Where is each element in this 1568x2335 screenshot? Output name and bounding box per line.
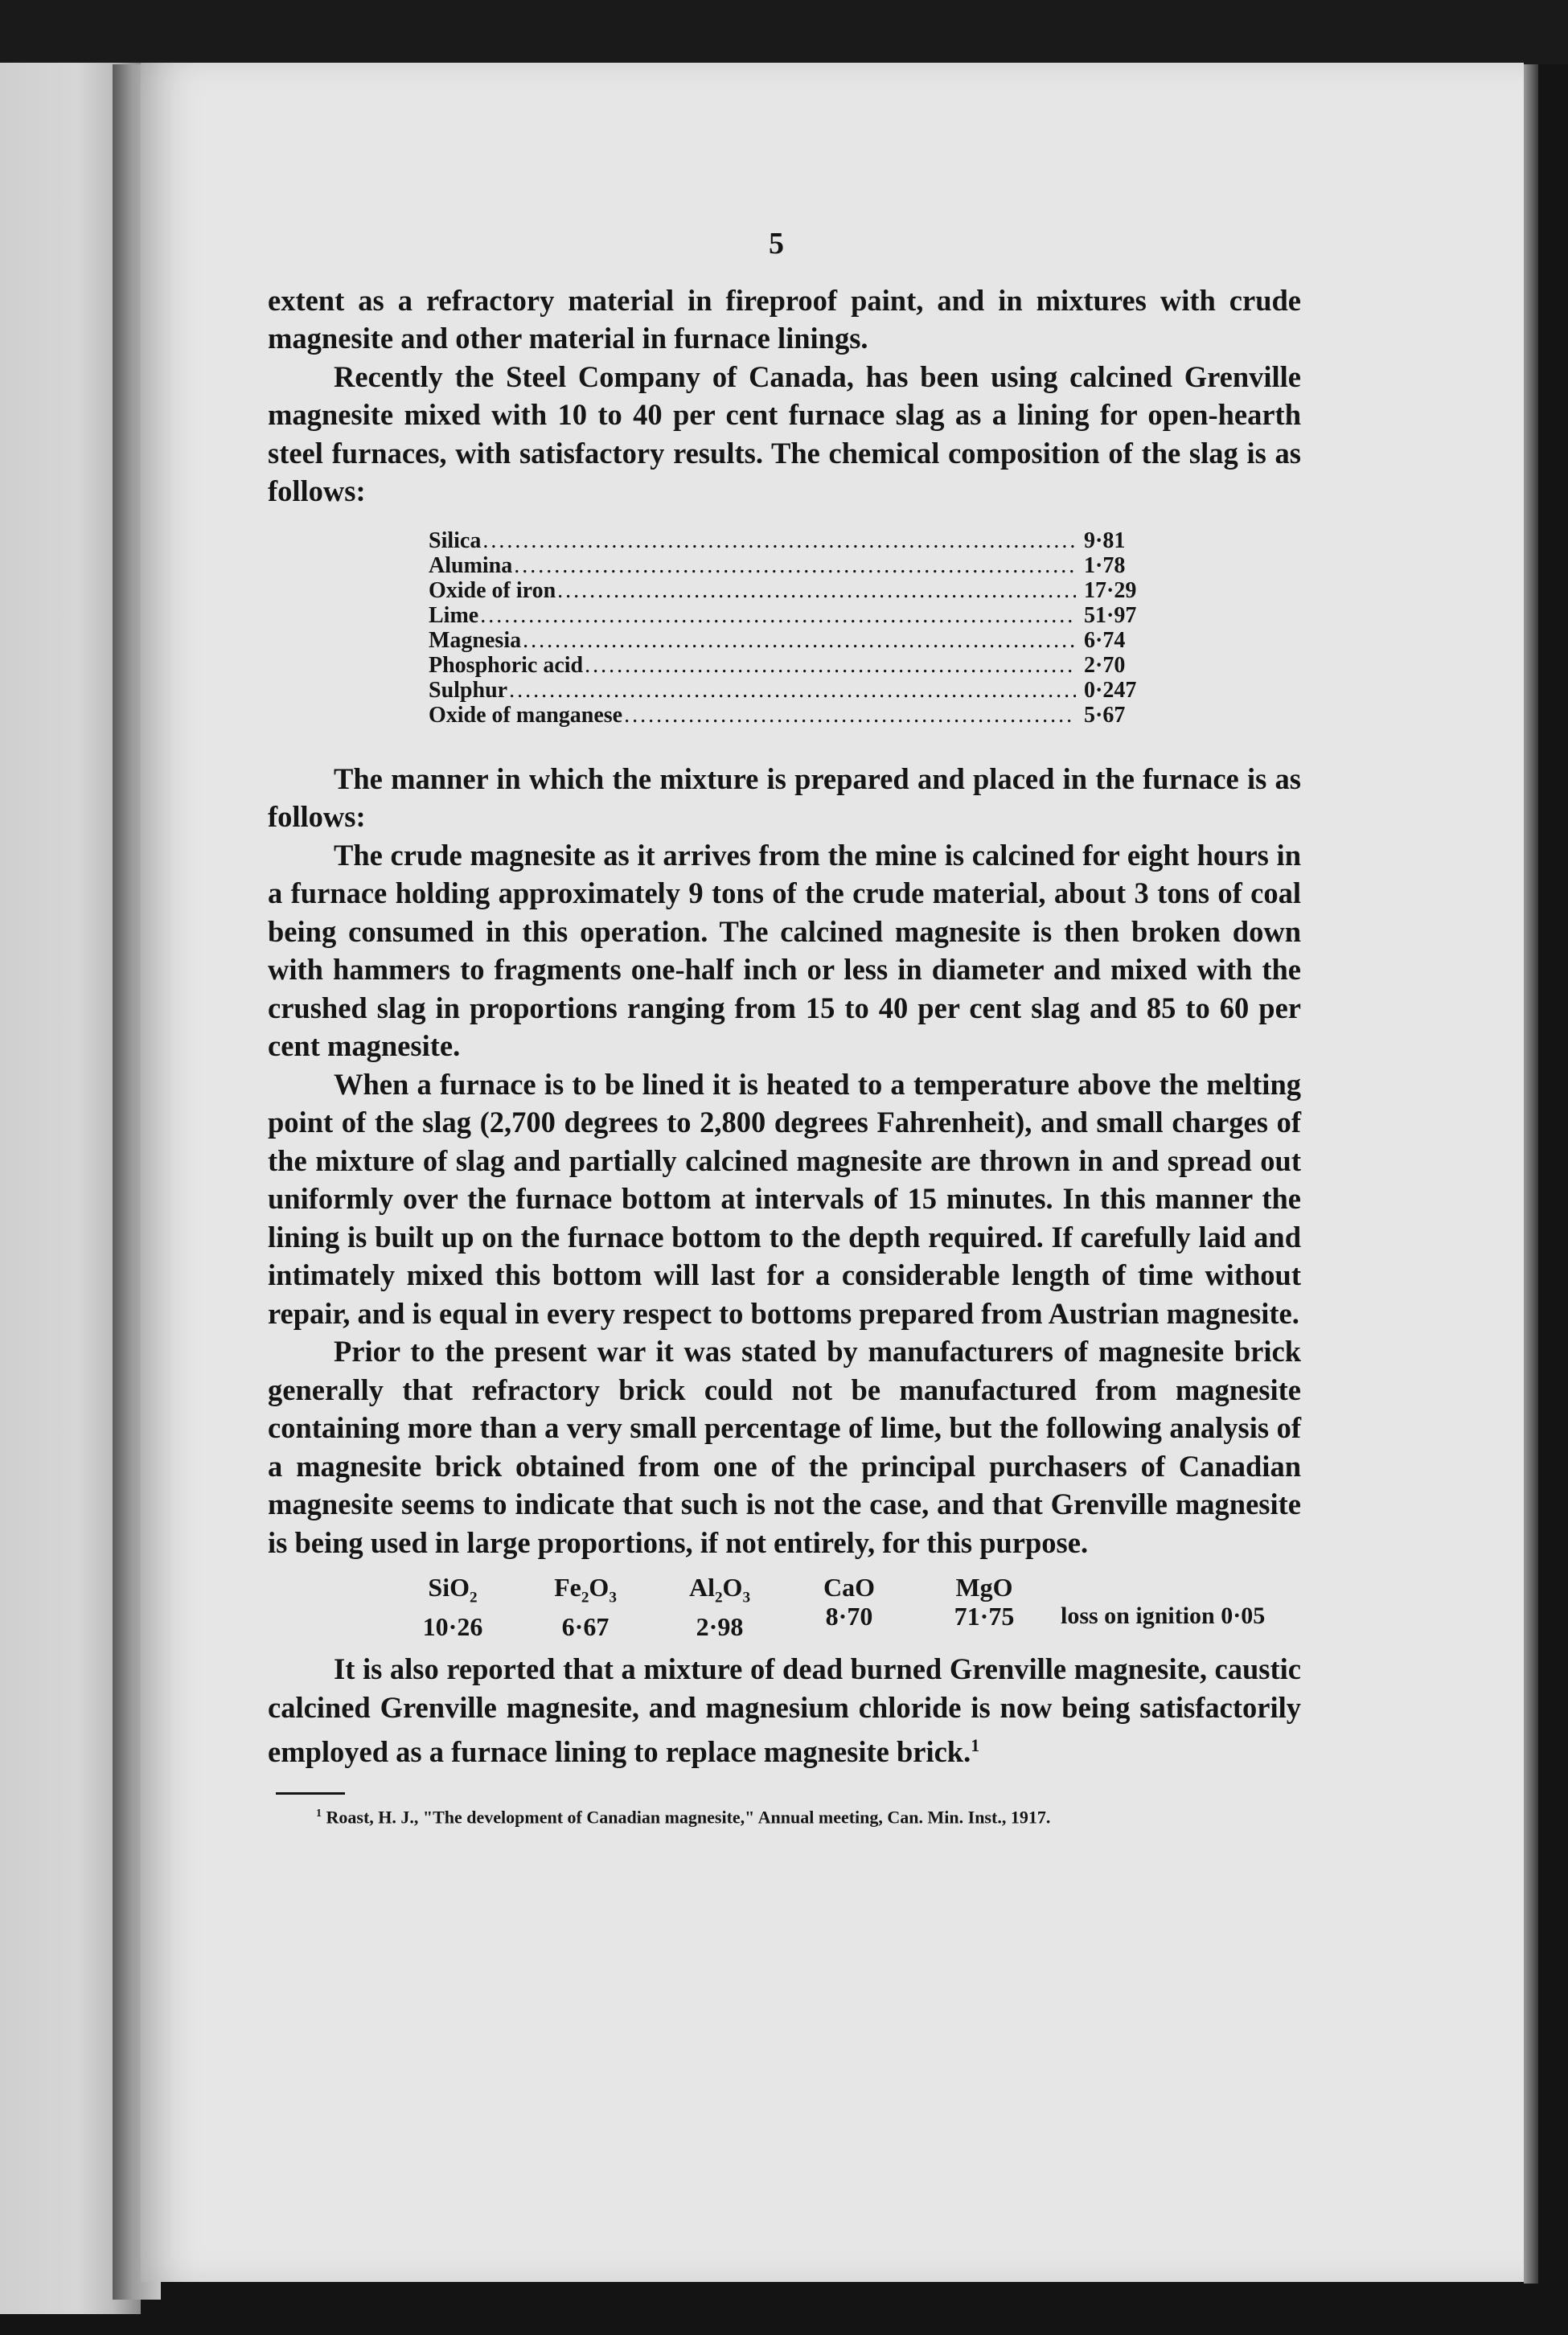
leader-dots	[509, 678, 1076, 703]
row-value: 1·78	[1084, 552, 1126, 578]
paragraph-6: Prior to the present war it was stated by manufacturers of magnesite brick generally that refractory brick could not be manufactured from magnesite containing more than a very small percentage of lime, but the following analysis of a magnesite brick obtained from one of the principal purchasers of Canadian magnesite seems to indicate that such is not the case, and that Grenville magnesite is being used in large proportions, if not entirely, for this purpose.	[268, 1335, 1301, 1559]
paragraph-5: When a furnace is to be lined it is heated to a temperature above the melting point of the slag (2,700 degrees to 2,800 degrees Fahrenheit), and small charges of the mixture of slag and partially calcined magnesite are thrown in and spread out uniformly over the furnace bottom at intervals of 15 minutes. In this manner the lining is built up on the furnace bottom to the depth required. If carefully laid and intimately mixed this bottom will last for a considerable length of time without repair, and is equal in every respect to bottoms prepared from Austrian magnesite.	[268, 1067, 1301, 1330]
table-row	[429, 628, 1152, 653]
paragraph-2: Recently the Steel Company of Canada, has been using calcined Grenville magnesite mixed with 10 to 40 per cent furnace slag as a lining for open-hearth steel furnaces, with satisfactory results. The chemical composition of the slag is as follows:	[268, 359, 1301, 507]
leader-dots	[585, 653, 1076, 678]
brick-analysis	[268, 1573, 1301, 1642]
table-row	[429, 553, 1152, 578]
formula: $Al_2O_3$	[688, 1573, 751, 1607]
footnote-rule	[276, 1792, 345, 1795]
analysis-value: 8·70	[825, 1602, 873, 1631]
footnote-reference: 1	[971, 1735, 980, 1755]
analysis-value: 6·67	[561, 1612, 610, 1642]
slag-composition-table	[429, 528, 1152, 728]
leader-dots	[523, 628, 1076, 653]
row-value: 6·74	[1084, 627, 1126, 653]
leader-dots	[557, 578, 1076, 603]
paragraph-4: The crude magnesite as it arrives from the mine is calcined for eight hours in a furnace holding approximately 9 tons of the crude material, about 3 tons of coal being consumed in this operation. The calcined magnesite is then broken down with hammers to fragments one-half inch or less in diameter and mixed with the crushed slag in proportions ranging from 15 to 40 per cent slag and 85 to 60 per cent magnesite.	[268, 838, 1301, 1062]
analysis-column-fe2o3	[533, 1573, 638, 1641]
footnote	[268, 1803, 1301, 1828]
analysis-column-mgo	[932, 1573, 1036, 1631]
analysis-column-sio2	[400, 1573, 505, 1641]
row-value: 9·81	[1084, 527, 1126, 553]
leader-dots	[514, 553, 1076, 578]
table-row	[429, 578, 1152, 603]
table-row	[429, 653, 1152, 678]
row-value: 0·247	[1084, 677, 1137, 703]
loss-on-ignition: loss on ignition 0·05	[1061, 1602, 1266, 1629]
formula: CaO	[823, 1573, 875, 1602]
row-label: Alumina	[429, 552, 513, 578]
paragraph-7: It is also reported that a mixture of dead burned Grenville magnesite, caustic calcined Grenville magnesite, and magnesium chloride is now being satisfactorily employed as a furnace lining to replace magnesite brick.$^1$	[268, 1652, 1301, 1769]
row-label: Oxide of iron	[429, 577, 556, 603]
table-row	[429, 703, 1152, 728]
table-row	[429, 528, 1152, 553]
row-value: 2·70	[1084, 652, 1126, 678]
leader-dots	[624, 703, 1076, 728]
row-value: 5·67	[1084, 702, 1126, 728]
leader-dots	[480, 603, 1076, 628]
table-row	[429, 678, 1152, 703]
analysis-value: 2·98	[696, 1612, 744, 1642]
analysis-column-cao	[797, 1573, 901, 1631]
row-label: Sulphur	[429, 677, 508, 703]
page-number: 5	[769, 227, 784, 261]
table-row	[429, 603, 1152, 628]
row-label: Oxide of manganese	[429, 702, 623, 728]
leader-dots	[482, 528, 1076, 553]
formula: $Fe_2O_3$	[554, 1573, 617, 1607]
analysis-value: 71·75	[954, 1602, 1015, 1631]
analysis-value: 10·26	[422, 1612, 483, 1642]
paragraph-3: The manner in which the mixture is prepared and placed in the furnace is as follows:	[268, 761, 1301, 833]
formula: SiO$_2$	[428, 1573, 478, 1607]
footnote-text: Roast, H. J., "The development of Canadian magnesite," Annual meeting, Can. Min. Inst., 1917.	[326, 1806, 1051, 1827]
paragraph-1: extent as a refractory material in fireproof paint, and in mixtures with crude magnesite and other material in furnace linings.	[268, 283, 1301, 355]
formula: MgO	[955, 1573, 1013, 1602]
row-value: 17·29	[1084, 577, 1137, 603]
analysis-column-al2o3	[667, 1573, 772, 1641]
row-label: Magnesia	[429, 627, 522, 653]
scan-background-top	[0, 0, 1568, 64]
footnote-mark: 1	[316, 1807, 322, 1820]
page-content	[268, 225, 1301, 1828]
page-right-edge	[1524, 64, 1538, 2284]
row-label: Silica	[429, 527, 482, 553]
row-label: Lime	[429, 602, 479, 628]
row-value: 51·97	[1084, 602, 1137, 628]
row-label: Phosphoric acid	[429, 652, 584, 678]
